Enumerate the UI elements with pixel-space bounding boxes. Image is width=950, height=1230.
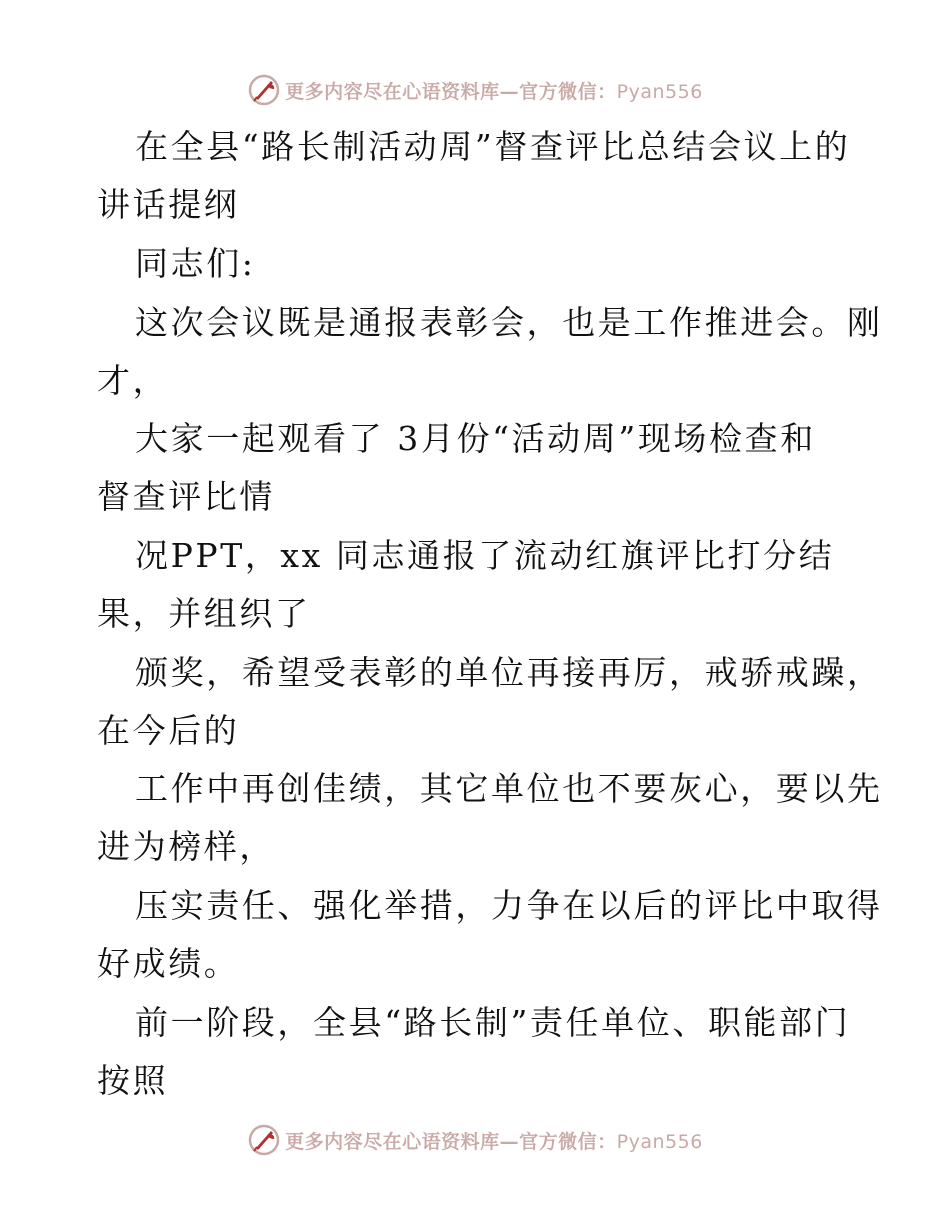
paragraph-line: 才， <box>97 361 169 400</box>
paragraph-line: 在今后的 <box>97 711 240 750</box>
title-line: 在全县“路长制活动周”督查评比总结会议上的 <box>135 127 851 166</box>
footer-watermark <box>0 1118 950 1162</box>
salutation: 同志们: <box>135 244 256 283</box>
watermark-text: 更多内容尽在心语资料库—官方微信：Pyan556 <box>285 1130 703 1153</box>
paragraph-line: 督查评比情 <box>97 477 275 516</box>
watermark-text: 更多内容尽在心语资料库—官方微信：Pyan556 <box>285 80 703 103</box>
paragraph-line: 工作中再创佳绩，其它单位也不要灰心，要以先 <box>135 769 883 808</box>
paragraph-line: 进为榜样， <box>97 827 275 866</box>
paragraph-line: 颁奖，希望受表彰的单位再接再厉，戒骄戒躁， <box>135 653 883 692</box>
paragraph-line: 大家一起观看了 3月份“活动周”现场检查和 <box>135 419 816 458</box>
paragraph-line: 好成绩。 <box>97 944 240 983</box>
paragraph-line: 况PPT，xx 同志通报了流动红旗评比打分结 <box>135 536 835 575</box>
feather-pen-logo-icon <box>247 1123 281 1157</box>
paragraph-line: 果，并组织了 <box>97 594 311 633</box>
feather-pen-logo-icon <box>247 73 281 107</box>
paragraph-line: 按照 <box>97 1061 169 1100</box>
paragraph-line: 压实责任、强化举措，力争在以后的评比中取得 <box>135 886 883 925</box>
paragraph-line: 前一阶段，全县“路长制”责任单位、职能部门 <box>135 1003 851 1042</box>
title-line: 讲话提纲 <box>97 185 240 224</box>
header-watermark <box>0 68 950 112</box>
paragraph-line: 这次会议既是通报表彰会，也是工作推进会。刚 <box>135 303 883 342</box>
